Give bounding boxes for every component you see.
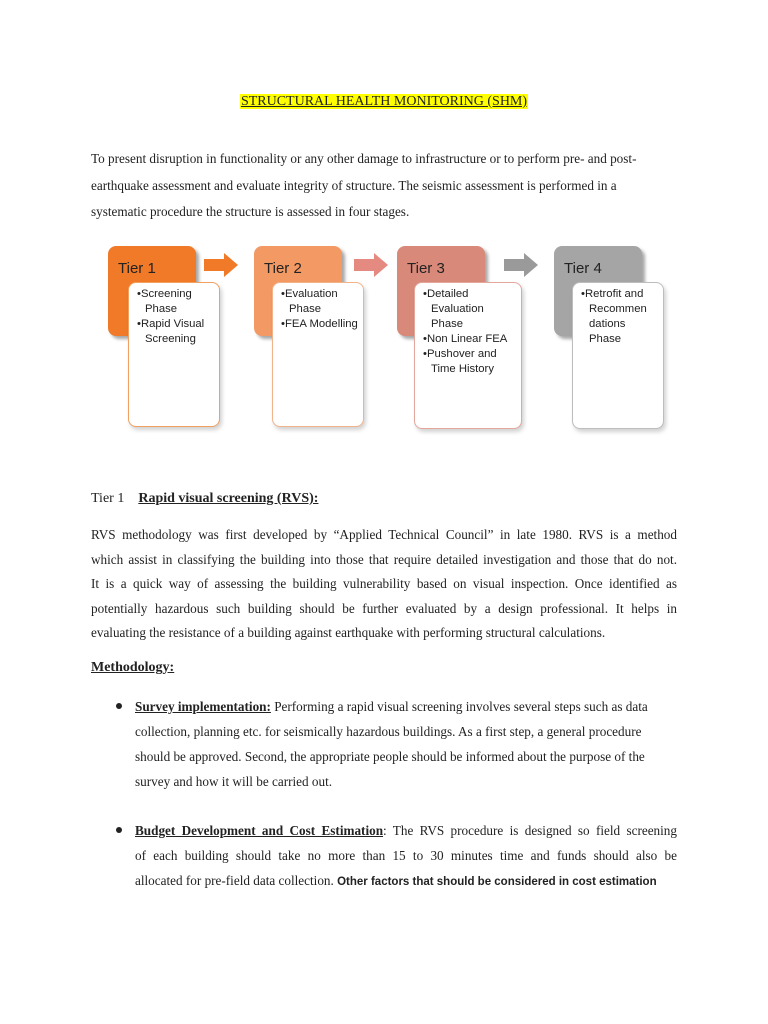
section-tier-number: Tier 1 — [91, 491, 125, 506]
tier-4-body — [572, 282, 664, 429]
bullet-survey-implementation — [91, 694, 681, 794]
paragraph-line: It is a quick way of assessing the building vulnerability based on visual inspection. Once identified as — [91, 576, 677, 591]
bullet-line: collection, planning etc. for seismically hazardous buildings. As a first step, a general procedure — [135, 724, 642, 739]
bullet-label: Survey implementation: — [135, 699, 271, 714]
tier-1-item: •Rapid Visual Screening — [137, 318, 205, 345]
tier-2-body — [272, 282, 364, 427]
arrow-right-icon — [204, 253, 238, 277]
bullet-dot-icon — [116, 827, 122, 833]
tier-3-item: •Detailed Evaluation Phase — [423, 288, 484, 330]
tier-3-item: •Non Linear FEA — [423, 333, 508, 345]
arrow-shape — [504, 253, 538, 277]
tier-3-label: Tier 3 — [407, 260, 445, 277]
page-title — [0, 94, 768, 110]
rvs-paragraph — [91, 523, 677, 646]
bullet-line-rest: Performing a rapid visual screening involves several steps such as data — [270, 699, 648, 714]
paragraph-line: evaluating the resistance of a building against earthquake with performing structural calculations. — [91, 625, 606, 640]
arrow-right-icon — [504, 253, 538, 277]
bullet-line: survey and how it will be carried out. — [135, 774, 333, 789]
intro-line: To present disruption in functionality or any other damage to infrastructure or to perform pre- and post- — [91, 151, 637, 166]
bullet-line — [135, 868, 677, 893]
bullet-text — [135, 694, 677, 794]
paragraph-line: which assist in classifying the building into those that require detailed investigation and those that do not. — [91, 551, 677, 567]
tier-3-body — [414, 282, 522, 429]
paragraph-line: potentially hazardous such building should be further evaluated by a design professional. It helps in — [91, 600, 677, 616]
tier-1-item: •Screening Phase — [137, 288, 192, 315]
bullet-line: of each building should take no more than 15 to 30 minutes time and funds should also be — [135, 848, 677, 863]
section-title: Rapid visual screening (RVS): — [138, 491, 319, 506]
arrow-shape — [354, 253, 388, 277]
methodology-heading: Methodology: — [91, 660, 175, 675]
tier-4-item: •Retrofit and Recommen dations Phase — [581, 288, 647, 345]
tier-2-label: Tier 2 — [264, 260, 302, 277]
intro-paragraph — [91, 146, 691, 226]
arrow-right-icon — [354, 253, 388, 277]
paragraph-line: RVS methodology was first developed by “Applied Technical Council” in late 1980. RVS is a method — [91, 527, 677, 542]
bullet-line: should be approved. Second, the appropriate people should be informed about the purpose of the — [135, 749, 645, 764]
tier-1-body — [128, 282, 220, 427]
bullet-dot-icon — [116, 703, 122, 709]
page-title-text: STRUCTURAL HEALTH MONITORING (SHM) — [240, 94, 528, 109]
bullet-line-rest: : The RVS procedure is designed so field screening — [383, 823, 677, 838]
intro-line: systematic procedure the structure is assessed in four stages. — [91, 204, 410, 219]
intro-line: earthquake assessment and evaluate integrity of structure. The seismic assessment is performed in a — [91, 177, 617, 193]
tier-3-item: •Pushover and Time History — [423, 348, 497, 375]
bullet-line-plain: allocated for pre-field data collection. — [135, 873, 338, 888]
bullet-line — [135, 694, 677, 719]
arrow-shape — [204, 253, 238, 277]
tier-2-item: •Evaluation Phase — [281, 288, 338, 315]
section-heading-tier1 — [91, 491, 318, 507]
bullet-line — [135, 818, 677, 843]
tier-2-item: •FEA Modelling — [281, 318, 358, 330]
tier-process-diagram — [96, 240, 686, 435]
bullet-label: Budget Development and Cost Estimation — [135, 823, 384, 838]
tier-4-label: Tier 4 — [564, 260, 602, 277]
bullet-line-bold: Other factors that should be considered in cost estimation — [337, 876, 657, 888]
tier-1-label: Tier 1 — [118, 260, 156, 277]
bullet-budget-development — [91, 818, 681, 898]
bullet-text — [135, 818, 677, 893]
